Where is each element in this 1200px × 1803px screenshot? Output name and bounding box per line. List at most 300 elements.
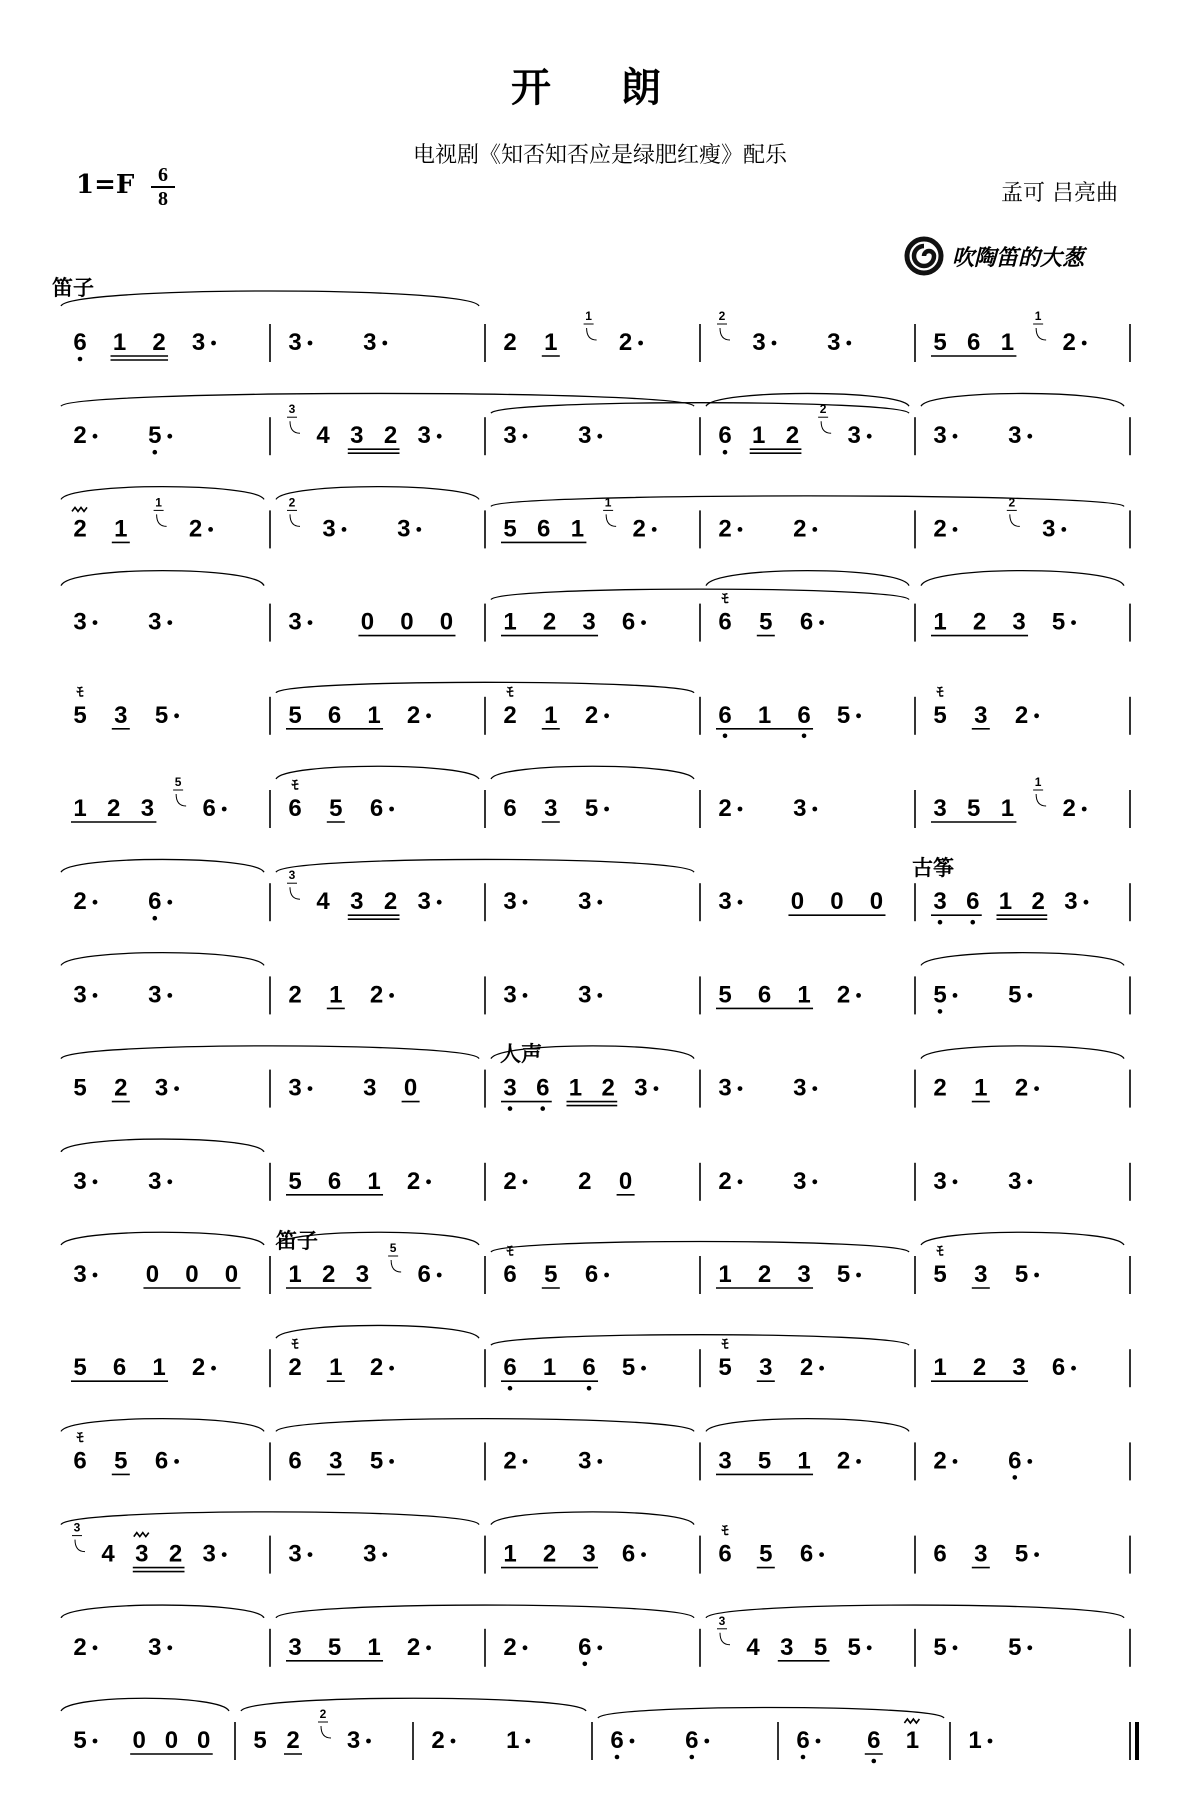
jianpu-note: 3: [974, 1261, 988, 1288]
jianpu-note: 0: [790, 888, 805, 916]
octave-dot: [78, 357, 83, 362]
augmentation-dot: [523, 434, 528, 439]
jianpu-note: 3: [417, 888, 431, 916]
jianpu-note: 6: [154, 1447, 169, 1475]
jianpu-note: 1: [544, 329, 558, 356]
jianpu-note: 6: [288, 795, 302, 822]
grace-note: 2: [819, 402, 827, 417]
augmentation-dot: [856, 713, 861, 718]
augmentation-dot: [1084, 900, 1089, 905]
jianpu-note: 2: [718, 1167, 732, 1195]
mordent-ornament: [134, 1533, 149, 1537]
jianpu-note: 1: [968, 1727, 982, 1754]
page-subtitle: 电视剧《知否知否应是绿肥红瘦》配乐: [412, 143, 787, 168]
slur: [491, 495, 1124, 510]
jianpu-note: 2: [542, 608, 557, 636]
augmentation-dot: [604, 1273, 609, 1278]
jianpu-note: 6: [327, 701, 342, 729]
jianpu-note: 3: [578, 981, 592, 1009]
augmentation-dot: [1027, 1645, 1032, 1650]
jianpu-note: 3: [288, 1074, 302, 1102]
augmentation-dot: [523, 993, 528, 998]
slur: [61, 571, 264, 586]
jianpu-note: 5: [1008, 1633, 1022, 1661]
jianpu-note: 3: [148, 981, 162, 1009]
augmentation-dot: [988, 1739, 993, 1744]
augmentation-dot: [93, 1179, 98, 1184]
jianpu-note: 1: [1000, 795, 1015, 822]
grace-note: 3: [73, 1520, 81, 1535]
jianpu-note: 3: [974, 1540, 988, 1568]
augmentation-dot: [738, 527, 743, 532]
jianpu-note: 3: [933, 888, 947, 916]
grace-hook: [75, 1540, 85, 1552]
augmentation-dot: [174, 713, 179, 718]
grace-hook: [290, 421, 300, 433]
jianpu-note: 3: [397, 515, 411, 543]
jianpu-note: 5: [154, 701, 169, 729]
slur: [276, 1325, 479, 1338]
key-signature: 1=F: [76, 170, 135, 200]
augmentation-dot: [641, 1366, 646, 1371]
slur: [61, 291, 479, 306]
augmentation-dot: [222, 1552, 227, 1557]
jianpu-note: 2: [286, 1727, 300, 1754]
jianpu-note: 2: [73, 422, 87, 450]
jianpu-note: 2: [757, 1261, 772, 1288]
grace-note: 1: [585, 309, 592, 323]
jianpu-note: 3: [503, 981, 517, 1009]
jianpu-note: 5: [327, 1633, 342, 1661]
augmentation-dot: [597, 1645, 602, 1650]
slur: [491, 402, 909, 417]
octave-dot: [540, 1106, 545, 1111]
jianpu-note: 3: [1042, 515, 1056, 543]
jianpu-note: 2: [152, 329, 166, 356]
grace-hook: [720, 1633, 730, 1645]
jianpu-note: 5: [933, 701, 947, 729]
jianpu-note: 1: [544, 701, 558, 729]
augmentation-dot: [819, 1366, 824, 1371]
composer-credit: 孟可 吕亮曲: [1001, 181, 1118, 206]
page-title: 开 朗: [511, 64, 689, 111]
slur: [706, 1419, 909, 1432]
jianpu-note: 6: [503, 1261, 517, 1288]
jianpu-note: 2: [1031, 888, 1045, 916]
jianpu-note: 2: [785, 422, 800, 450]
augmentation-dot: [654, 1086, 659, 1091]
jianpu-note: 3: [154, 1074, 169, 1102]
slur: [61, 1419, 264, 1432]
jianpu-note: 6: [799, 1540, 814, 1568]
jianpu-note: 6: [933, 1540, 947, 1568]
slur: [276, 682, 694, 693]
jianpu-note: 3: [933, 1167, 947, 1195]
augmentation-dot: [211, 341, 216, 346]
jianpu-note: 2: [503, 1447, 517, 1475]
jianpu-note: 5: [718, 981, 732, 1009]
augmentation-dot: [953, 993, 958, 998]
grace-hook: [1010, 514, 1020, 526]
instrument-label-dizi: 笛子: [52, 275, 94, 300]
jianpu-note: 2: [718, 795, 732, 822]
augmentation-dot: [597, 1459, 602, 1464]
jianpu-note: 6: [73, 1447, 87, 1475]
jianpu-note: 0: [197, 1727, 211, 1754]
jianpu-note: 3: [793, 795, 807, 822]
jianpu-note: 1: [797, 981, 811, 1009]
jianpu-note: 3: [135, 1540, 149, 1568]
slur: [61, 487, 264, 500]
jianpu-note: 2: [369, 981, 384, 1009]
jianpu-note: 6: [621, 608, 636, 636]
augmentation-dot: [93, 620, 98, 625]
augmentation-dot: [93, 1739, 98, 1744]
jianpu-note: 5: [967, 795, 981, 822]
jianpu-note: 2: [836, 981, 851, 1009]
grace-hook: [290, 887, 300, 899]
slur: [61, 1232, 264, 1245]
grace-note: 2: [718, 309, 726, 323]
slur: [61, 953, 264, 966]
jianpu-note: 1: [718, 1261, 732, 1288]
jianpu-note: 3: [1008, 1167, 1022, 1195]
jianpu-note: 0: [869, 888, 884, 916]
augmentation-dot: [604, 807, 609, 812]
jianpu-note: 6: [584, 1261, 599, 1288]
augmentation-dot: [812, 807, 817, 812]
jianpu-note: 2: [718, 515, 732, 543]
trill-ornament: ﾓ: [721, 1336, 729, 1353]
jianpu-note: 1: [114, 515, 128, 543]
grace-note: 1: [1034, 309, 1042, 323]
jianpu-note: 3: [417, 422, 431, 450]
jianpu-note: 1: [568, 1074, 583, 1102]
slur: [276, 1232, 479, 1245]
augmentation-dot: [437, 900, 442, 905]
instrument-label-dizi-2: 笛子: [276, 1228, 318, 1253]
jianpu-note: 2: [933, 1074, 947, 1102]
augmentation-dot: [738, 900, 743, 905]
jianpu-note: 5: [73, 1727, 87, 1754]
augmentation-dot: [819, 1552, 824, 1557]
augmentation-dot: [953, 1459, 958, 1464]
octave-dot: [508, 1106, 513, 1111]
augmentation-dot: [451, 1739, 456, 1744]
jianpu-note: 0: [400, 608, 414, 636]
jianpu-note: 1: [1000, 329, 1015, 356]
octave-dot: [938, 920, 943, 925]
jianpu-note: 0: [618, 1167, 633, 1195]
augmentation-dot: [867, 1645, 872, 1650]
instrument-label-vocal: 人声: [500, 1041, 542, 1066]
jianpu-note: 2: [73, 1633, 87, 1661]
jianpu-note: 3: [503, 888, 517, 916]
jianpu-note: 3: [148, 1633, 162, 1661]
augmentation-dot: [597, 993, 602, 998]
augmentation-dot: [812, 527, 817, 532]
time-signature-top: 6: [158, 164, 168, 186]
jianpu-note: 3: [582, 608, 596, 636]
jianpu-note: 3: [73, 1261, 87, 1288]
jianpu-note: 6: [369, 795, 384, 822]
jianpu-note: 1: [974, 1074, 988, 1102]
augmentation-dot: [93, 434, 98, 439]
slur: [706, 571, 909, 586]
grace-note: 2: [319, 1707, 327, 1721]
jianpu-note: 3: [114, 701, 128, 729]
jianpu-note: 3: [73, 608, 87, 636]
jianpu-note: 3: [322, 515, 336, 543]
augmentation-dot: [382, 341, 387, 346]
jianpu-note: 3: [355, 1261, 370, 1288]
jianpu-note: 2: [972, 608, 987, 636]
augmentation-dot: [597, 900, 602, 905]
grace-hook: [176, 794, 186, 806]
slur: [921, 1046, 1124, 1059]
augmentation-dot: [1027, 1459, 1032, 1464]
jianpu-note: 1: [152, 1354, 166, 1382]
slur: [921, 1232, 1124, 1245]
augmentation-dot: [366, 1739, 371, 1744]
jianpu-note: 2: [503, 329, 517, 356]
augmentation-dot: [819, 620, 824, 625]
slur: [61, 1698, 229, 1711]
jianpu-note: 2: [578, 1167, 592, 1195]
jianpu-note: 2: [542, 1540, 557, 1568]
jianpu-note: 3: [634, 1074, 648, 1102]
jianpu-note: 0: [132, 1727, 146, 1754]
jianpu-note: 5: [757, 1447, 772, 1475]
augmentation-dot: [638, 341, 643, 346]
augmentation-dot: [389, 1366, 394, 1371]
jianpu-note: 5: [288, 1167, 302, 1195]
jianpu-note: 3: [1012, 608, 1026, 636]
jianpu-note: 3: [350, 422, 364, 450]
jianpu-note: 6: [718, 608, 732, 636]
jianpu-note: 2: [503, 701, 517, 729]
jianpu-note: 3: [363, 1074, 377, 1102]
jianpu-note: 6: [966, 888, 980, 916]
jianpu-note: 2: [1014, 701, 1029, 729]
slur: [921, 393, 1124, 406]
jianpu-note: 3: [363, 1540, 377, 1568]
jianpu-note: 1: [503, 608, 517, 636]
jianpu-note: 5: [813, 1633, 828, 1661]
augmentation-dot: [389, 993, 394, 998]
grace-note: 1: [1034, 775, 1042, 789]
augmentation-dot: [174, 1086, 179, 1091]
augmentation-dot: [426, 1179, 431, 1184]
augmentation-dot: [856, 1459, 861, 1464]
jianpu-note: 2: [1014, 1074, 1029, 1102]
jianpu-note: 5: [148, 422, 162, 450]
augmentation-dot: [953, 1179, 958, 1184]
jianpu-note: 5: [544, 1261, 558, 1288]
augmentation-dot: [953, 527, 958, 532]
grace-note: 5: [389, 1241, 397, 1255]
jianpu-note: 6: [503, 795, 517, 822]
trill-ornament: ﾓ: [76, 1429, 84, 1446]
jianpu-note: 6: [578, 1633, 592, 1661]
augmentation-dot: [1027, 434, 1032, 439]
jianpu-note: 2: [632, 515, 646, 543]
octave-dot: [690, 1755, 695, 1760]
augmentation-dot: [93, 1273, 98, 1278]
jianpu-note: 2: [601, 1074, 615, 1102]
augmentation-dot: [167, 1179, 172, 1184]
jianpu-note: 2: [288, 1354, 302, 1382]
augmentation-dot: [597, 434, 602, 439]
augmentation-dot: [867, 434, 872, 439]
augmentation-dot: [1034, 1086, 1039, 1091]
trill-ornament: ﾓ: [291, 1336, 299, 1353]
augmentation-dot: [1071, 620, 1076, 625]
augmentation-dot: [523, 1459, 528, 1464]
augmentation-dot: [167, 434, 172, 439]
jianpu-note: 1: [933, 608, 947, 636]
augmentation-dot: [1027, 993, 1032, 998]
slur: [241, 1698, 586, 1711]
augmentation-dot: [525, 1739, 530, 1744]
grace-hook: [1036, 794, 1046, 806]
augmentation-dot: [812, 1179, 817, 1184]
augmentation-dot: [1071, 1366, 1076, 1371]
jianpu-note: 3: [793, 1074, 807, 1102]
augmentation-dot: [308, 1086, 313, 1091]
augmentation-dot: [222, 807, 227, 812]
augmentation-dot: [93, 1645, 98, 1650]
time-signature-bottom: 8: [158, 188, 168, 210]
jianpu-note: 2: [188, 515, 203, 543]
jianpu-note: 6: [73, 329, 87, 356]
jianpu-note: 0: [185, 1261, 199, 1288]
augmentation-dot: [738, 807, 743, 812]
jianpu-note: 3: [363, 329, 377, 356]
jianpu-note: 6: [1008, 1447, 1022, 1475]
augmentation-dot: [167, 620, 172, 625]
jianpu-note: 3: [780, 1633, 794, 1661]
jianpu-note: 3: [718, 888, 732, 916]
jianpu-note: 6: [757, 981, 772, 1009]
grace-hook: [720, 328, 730, 340]
augmentation-dot: [211, 1366, 216, 1371]
slur: [61, 859, 264, 872]
jianpu-note: 2: [73, 515, 87, 543]
mordent-ornament: [904, 1719, 919, 1723]
jianpu-note: 1: [905, 1727, 920, 1754]
jianpu-note: 2: [322, 1261, 336, 1288]
jianpu-note: 4: [316, 888, 330, 916]
jianpu-note: 3: [73, 1167, 87, 1195]
jianpu-note: 5: [836, 701, 851, 729]
jianpu-note: 5: [836, 1261, 851, 1288]
mordent-ornament: [72, 507, 87, 511]
augmentation-dot: [382, 1552, 387, 1557]
grace-hook: [321, 1726, 331, 1738]
augmentation-dot: [437, 1273, 442, 1278]
augmentation-dot: [856, 1273, 861, 1278]
jianpu-note: 6: [621, 1540, 636, 1568]
octave-dot: [801, 1755, 806, 1760]
augmentation-dot: [641, 620, 646, 625]
grace-note: 2: [288, 495, 296, 510]
augmentation-dot: [641, 1552, 646, 1557]
jianpu-note: 3: [288, 1540, 302, 1568]
jianpu-note: 1: [757, 701, 772, 729]
augmentation-dot: [523, 900, 528, 905]
jianpu-note: 3: [202, 1540, 216, 1568]
jianpu-note: 2: [972, 1354, 987, 1382]
jianpu-note: 2: [793, 515, 807, 543]
jianpu-note: 3: [544, 795, 558, 822]
grace-hook: [1036, 328, 1046, 340]
jianpu-note: 1: [503, 1540, 517, 1568]
jianpu-note: 5: [1051, 608, 1066, 636]
augmentation-dot: [93, 993, 98, 998]
jianpu-note: 4: [316, 422, 330, 450]
jianpu-note: 2: [431, 1727, 445, 1754]
jianpu-note: 3: [827, 329, 841, 356]
slur: [61, 1139, 264, 1152]
jianpu-note: 5: [114, 1447, 128, 1475]
augmentation-dot: [167, 900, 172, 905]
augmentation-dot: [523, 1179, 528, 1184]
grace-hook: [157, 514, 167, 526]
augmentation-dot: [604, 713, 609, 718]
jianpu-note: 2: [369, 1354, 384, 1382]
augmentation-dot: [389, 807, 394, 812]
jianpu-note: 1: [73, 795, 87, 822]
augmentation-dot: [856, 993, 861, 998]
jianpu-note: 2: [191, 1354, 206, 1382]
jianpu-note: 5: [369, 1447, 384, 1475]
jianpu-note: 6: [799, 608, 814, 636]
jianpu-note: 6: [1051, 1354, 1066, 1382]
grace-note: 3: [718, 1613, 726, 1628]
octave-dot: [723, 734, 728, 739]
jianpu-note: 3: [578, 888, 592, 916]
augmentation-dot: [630, 1739, 635, 1744]
brand-name: 吹陶笛的大葱: [952, 244, 1085, 271]
jianpu-note: 5: [73, 701, 87, 729]
augmentation-dot: [652, 527, 657, 532]
augmentation-dot: [308, 1552, 313, 1557]
jianpu-note: 6: [536, 1074, 550, 1102]
trill-ornament: ﾓ: [506, 683, 514, 700]
jianpu-note: 1: [752, 422, 766, 450]
augmentation-dot: [738, 1179, 743, 1184]
grace-note: 5: [174, 775, 182, 789]
jianpu-note: 1: [998, 888, 1013, 916]
jianpu-note: 6: [537, 515, 551, 543]
jianpu-note: 1: [329, 981, 343, 1009]
jianpu-note: 2: [1062, 329, 1076, 356]
octave-dot: [615, 1755, 620, 1760]
slur: [491, 1512, 694, 1525]
augmentation-dot: [523, 1645, 528, 1650]
slur: [921, 571, 1124, 586]
slur: [491, 766, 694, 779]
augmentation-dot: [308, 341, 313, 346]
jianpu-note: 1: [542, 1354, 557, 1382]
trill-ornament: ﾓ: [721, 590, 729, 607]
jianpu-note: 1: [506, 1727, 520, 1754]
augmentation-dot: [437, 434, 442, 439]
jianpu-note: 6: [718, 1540, 732, 1568]
jianpu-note: 6: [327, 1167, 342, 1195]
augmentation-dot: [953, 1645, 958, 1650]
